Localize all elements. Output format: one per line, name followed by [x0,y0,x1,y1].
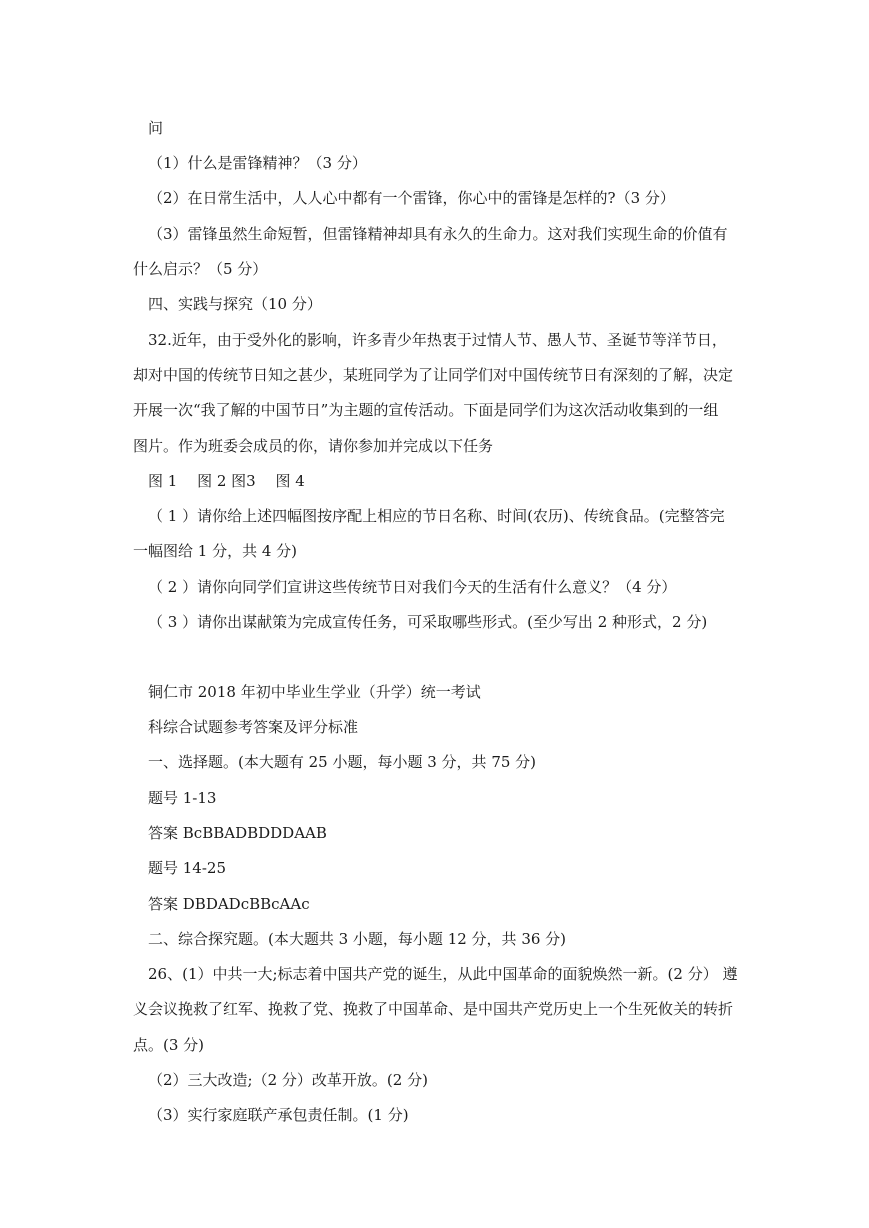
task-2: （ 2 ）请你向同学们宣讲这些传统节日对我们今天的生活有什么意义？（4 分） [148,578,677,596]
question-numbers-14-25: 题号 14-25 [148,859,227,877]
task-3: （ 3 ）请你出谋献策为完成宣传任务，可采取哪些形式。(至少写出 2 种形式，2 分) [148,613,708,631]
section-heading-4: 四、实践与探究（10 分） [148,295,322,313]
question-32-line-4: 图片。作为班委会成员的你，请你参加并完成以下任务 [133,437,494,455]
answers-14-25: 答案 DBDADcBBcAAc [148,895,310,913]
task-1-line-2: 一幅图给 1 分，共 4 分) [133,542,298,560]
answer-26-part-2: （2）三大改造;（2 分）改革开放。(2 分) [148,1071,428,1089]
sub-question-1: （1）什么是雷锋精神？（3 分） [148,154,367,172]
question-32-line-2: 却对中国的传统节日知之甚少，某班同学为了让同学们对中国传统节日有深刻的了解，决定 [133,366,734,384]
answer-key-title: 铜仁市 2018 年初中毕业生学业（升学）统一考试 [148,683,481,701]
sub-question-2: （2）在日常生活中，人人心中都有一个雷锋，你心中的雷锋是怎样的?（3 分） [148,189,675,207]
sub-question-3-line-2: 什么启示？（5 分） [133,260,268,278]
section-heading-choice: 一、选择题。(本大题有 25 小题，每小题 3 分，共 75 分) [148,753,537,771]
answer-26-part-3: （3）实行家庭联产承包责任制。(1 分) [148,1106,409,1124]
question-stem-tail: 问 [148,119,164,137]
question-32-line-3: 开展一次“我了解的中国节日”为主题的宣传活动。下面是同学们为这次活动收集到的一组 [133,401,719,419]
answer-26-line-3: 点。(3 分) [133,1036,205,1054]
task-1-line-1: （ 1 ）请你给上述四幅图按序配上相应的节日名称、时间(农历)、传统食品。(完整答完 [148,507,725,525]
section-heading-inquiry: 二、综合探究题。(本大题共 3 小题，每小题 12 分，共 36 分) [148,930,567,948]
answers-1-13: 答案 BcBBADBDDDAAB [148,824,327,842]
answer-26-line-1: 26、(1）中共一大;标志着中国共产党的诞生，从此中国革命的面貌焕然一新。(2 分） 遵 [148,965,738,983]
figure-labels: 图 1 图 2 图3 图 4 [148,472,305,490]
question-numbers-1-13: 题号 1-13 [148,789,217,807]
sub-question-3-line-1: （3）雷锋虽然生命短暂，但雷锋精神却具有永久的生命力。这对我们实现生命的价值有 [148,225,728,243]
answer-26-line-2: 义会议挽救了红军、挽救了党、挽救了中国革命、是中国共产党历史上一个生死攸关的转折 [133,1000,734,1018]
question-32-line-1: 32.近年，由于受外化的影响，许多青少年热衷于过情人节、愚人节、圣诞节等洋节日， [148,331,727,349]
answer-key-subtitle: 科综合试题参考答案及评分标准 [148,718,359,736]
